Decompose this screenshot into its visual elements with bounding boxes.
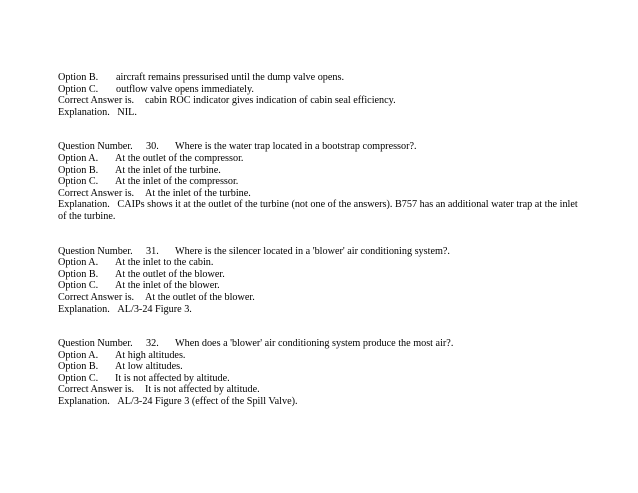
- explanation-text: AL/3-24 Figure 3 (effect of the Spill Valve).: [117, 396, 298, 408]
- explanation: [58, 199, 580, 222]
- option-b: [58, 72, 580, 84]
- option-text: At the inlet to the cabin.: [115, 257, 214, 269]
- option-label: Option C.: [58, 372, 99, 384]
- question-number: 32.: [146, 338, 159, 350]
- option-label: Option B.: [58, 361, 99, 373]
- answer-text: cabin ROC indicator gives indication of cabin seal efficiency.: [145, 95, 396, 107]
- option-text: outflow valve opens immediately.: [116, 83, 254, 95]
- question-number: 30.: [146, 141, 159, 153]
- explanation-label: Explanation.: [58, 199, 110, 211]
- option-b: [58, 269, 580, 281]
- answer-label: Correct Answer is.: [58, 187, 135, 199]
- option-label: Option C.: [58, 280, 99, 292]
- question-label: Question Number.: [58, 245, 133, 257]
- spacer: [58, 315, 580, 338]
- option-label: Option A.: [58, 257, 99, 269]
- question-text: When does a 'blower' air conditioning system produce the most air?.: [175, 338, 454, 350]
- answer-label: Correct Answer is.: [58, 384, 135, 396]
- option-label: Option B.: [58, 164, 99, 176]
- explanation-label: Explanation.: [58, 303, 110, 315]
- option-a: [58, 350, 580, 362]
- correct-answer: [58, 384, 580, 396]
- answer-text: At the outlet of the blower.: [145, 291, 255, 303]
- question-label: Question Number.: [58, 338, 133, 350]
- option-label: Option A.: [58, 152, 99, 164]
- question-block-32: [58, 338, 580, 408]
- option-text: aircraft remains pressurised until the dump valve opens.: [116, 72, 345, 83]
- answer-label: Correct Answer is.: [58, 95, 135, 107]
- option-label: Option C.: [58, 83, 99, 95]
- explanation: [58, 304, 580, 316]
- explanation-label: Explanation.: [58, 106, 110, 118]
- option-text: At the inlet of the turbine.: [115, 164, 221, 176]
- question-block-29-continued: [58, 72, 580, 118]
- option-text: It is not affected by altitude.: [115, 372, 230, 384]
- option-a: [58, 257, 580, 269]
- answer-label: Correct Answer is.: [58, 291, 135, 303]
- option-label: Option A.: [58, 349, 99, 361]
- option-label: Option B.: [58, 72, 99, 83]
- correct-answer: [58, 95, 580, 107]
- spacer: [58, 223, 580, 246]
- question-block-31: [58, 246, 580, 316]
- question-line: [58, 246, 580, 258]
- spacer: [58, 118, 580, 141]
- question-block-30: [58, 141, 580, 222]
- option-c: [58, 84, 580, 96]
- option-c: [58, 373, 580, 385]
- option-b: [58, 165, 580, 177]
- explanation: [58, 107, 580, 119]
- option-a: [58, 153, 580, 165]
- document-page: [58, 72, 580, 408]
- option-label: Option B.: [58, 268, 99, 280]
- option-text: At the outlet of the compressor.: [115, 152, 244, 164]
- explanation: [58, 396, 580, 408]
- answer-text: At the inlet of the turbine.: [145, 187, 251, 199]
- question-number: 31.: [146, 245, 159, 257]
- option-text: At the inlet of the compressor.: [115, 176, 239, 188]
- option-text: At the outlet of the blower.: [115, 268, 225, 280]
- option-text: At high altitudes.: [115, 349, 186, 361]
- option-label: Option C.: [58, 176, 99, 188]
- explanation-text: AL/3-24 Figure 3.: [117, 303, 192, 315]
- question-label: Question Number.: [58, 141, 133, 153]
- explanation-text: NIL.: [117, 106, 137, 118]
- question-line: [58, 141, 580, 153]
- explanation-label: Explanation.: [58, 396, 110, 408]
- explanation-text: CAIPs shows it at the outlet of the turbine (not one of the answers). B757 has an additional water trap at the inlet of the turbine.: [58, 199, 578, 222]
- option-b: [58, 361, 580, 373]
- question-text: Where is the silencer located in a 'blower' air conditioning system?.: [175, 245, 450, 257]
- correct-answer: [58, 188, 580, 200]
- answer-text: It is not affected by altitude.: [145, 384, 260, 396]
- question-text: Where is the water trap located in a bootstrap compressor?.: [175, 141, 417, 153]
- option-c: [58, 280, 580, 292]
- option-c: [58, 176, 580, 188]
- option-text: At the inlet of the blower.: [115, 280, 220, 292]
- option-text: At low altitudes.: [115, 361, 183, 373]
- correct-answer: [58, 292, 580, 304]
- question-line: [58, 338, 580, 350]
